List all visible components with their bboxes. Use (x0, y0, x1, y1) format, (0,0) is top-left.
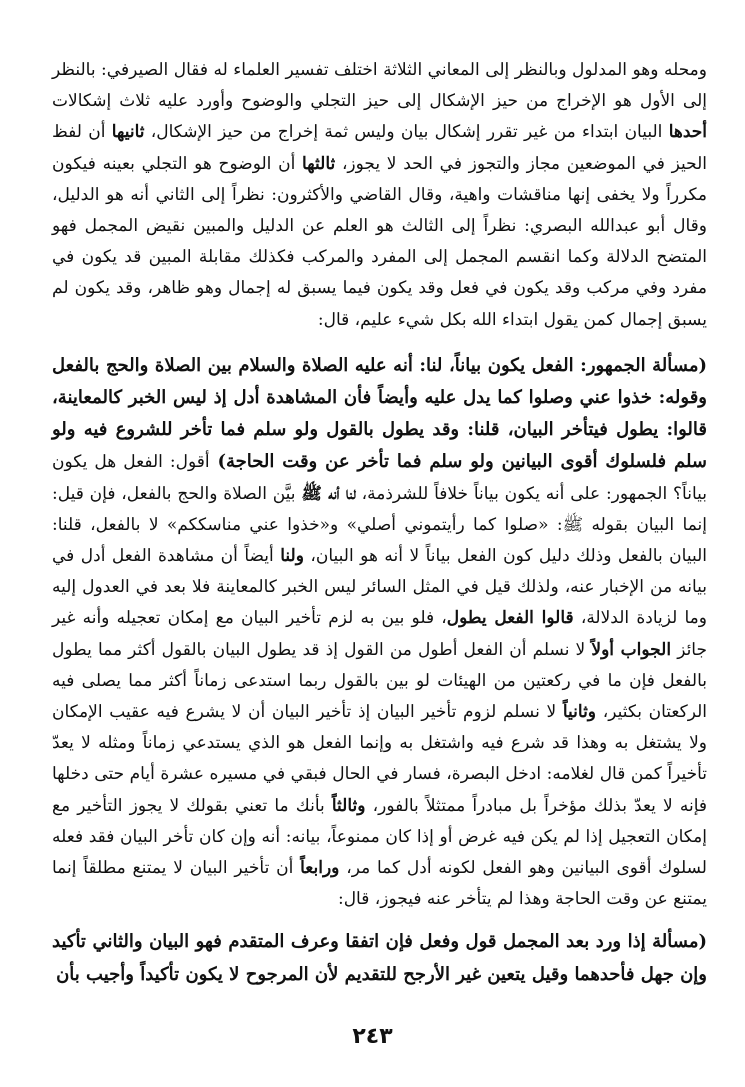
text-run: أيضاً أن مشاهدة الفعل أدل في بيانه من الإخبار عنه، ولذلك قيل في المثل السائر ليس الخبر كالمعاينة فلا بعد في العدول إليه وما لزيادة الدلالة، (52, 546, 707, 629)
issue-paragraph (52, 350, 707, 916)
bold-term: ولنا (280, 546, 304, 567)
bold-term: أحدها (668, 122, 707, 143)
text-run: بأنك ما تعني بقولك لا يجوز التأخير مع إمكان التعجيل إذا لم يكن فيه غرض أو إذا كان ممنوعاً، بيانه: أنه وإن كان تأخر البيان فقد فعله لسلوك أقوى البيانين وهو الفعل لكونه أدل كما مر، (52, 795, 707, 879)
text-run: لا نسلم أن الفعل أطول من القول إذ قد يطول البيان بالقول أكثر مما يطول بالفعل فإن ما في ركعتين من الهيئات لو بين بالقول ربما استدعى زماناً أكثر مما يصلى فيه الركعتان بكثير، (52, 639, 707, 723)
page-number: ٢٤٣ (352, 1024, 393, 1049)
page-body (52, 55, 707, 991)
text-run: بيَّن الصلاة والحج بالفعل، فإن قيل: إنما البيان بقوله ﷺ: «صلوا كما رأيتموني أصلي» و«خذوا عني مناسككم» لا بالفعل، قلنا: البيان بالفعل وذلك دليل كون الفعل بياناً لا أنه هو البيان، (52, 483, 708, 567)
text-run: ومحله وهو المدلول وبالنظر إلى المعاني الثلاثة اختلف تفسير العلماء له فقال الصيرفي: بالنظر إلى الأول هو الإخراج من حيز الإشكال إلى حيز التجلي والوضوح وأورد عليه ثلاث إشكالات (52, 60, 707, 112)
bold-term: ثالثها (302, 153, 336, 174)
bold-term: ثانيها (111, 122, 145, 143)
spacer (52, 336, 707, 350)
text-run: ، فلو بين به لزم تأخير البيان مع إمكان تعجيله وأنه غير جائز (52, 608, 707, 660)
paragraph-intro (52, 55, 707, 336)
issue-text: (مسألة إذا ورد بعد المجمل قول وفعل فإن اتفقا وعرف المتقدم فهو البيان والثاني تأكيد وإن جهل فأحدهما وقيل يتعين غير الأرجح للتقديم لأن المرجوح لا يكون تأكيداً وأجيب بأن (52, 931, 707, 986)
issue-text: (مسألة الجمهور: الفعل يكون بياناً، لنا: أنه عليه الصلاة والسلام بين الصلاة والحج بالفعل وقوله: خذوا عني وصلوا كما يدل عليه وأيضاً فأن المشاهدة أدل إذ ليس الخبر كالمعاينة، قالوا: يطول فيتأخر البيان، قلنا: وقد يطول بالقول ولو سلم فما تأخر للشروع فيه ولو سلم فلسلوك أقوى البيانين ولو سلم فما تأخر عن وقت الحاجة) (52, 354, 707, 473)
text-run: أقول: الفعل هل يكون بياناً؟ الجمهور: على أنه يكون بياناً خلافاً للشرذمة، (52, 452, 707, 504)
text-run: أن لفظ الحيز في الموضعين مجاز والتجوز في الحد لا يجوز، (52, 122, 708, 174)
bold-term: قالوا الفعل يطول (446, 608, 574, 629)
bold-term: وثالثاً (331, 795, 366, 816)
text-run: أن الوضوح هو التجلي بعينه فيكون مكرراً ولا يخفى إنها مناقشات واهية، وقال القاضي والأكثرون: نظراً إلى الثاني أنه هو الدليل، وقال أبو عبدالله البصري: نظراً إلى الثالث هو العلم عن الدليل والمبين نقيض المجمل فهو المتضح الدلالة وكما انقسم المجمل إلى المفرد والمركب فكذلك مقابلة المبين قد يكون في مفرد وفي مركب وقد يكون في فعل وقد يكون فيما يسبق له إجمال وهو ظاهر، وقد يكون لم يسبق إجمال كمن يقول ابتداء الله بكل شيء عليم، قال: (52, 153, 708, 330)
bold-term: لنا أنه ﷺ (301, 483, 356, 504)
text-run: أن تأخير البيان لا يمتنع مطلقاً إنما يمتنع عن وقت الحاجة وهذا لم يتأخر عنه فيجوز، قال: (52, 858, 707, 910)
text-run: لا نسلم لزوم تأخير البيان إذ تأخير البيان أن لا يشرع فيه عقيب الإمكان ولا يشتغل به وهذا قد شرع فيه واشتغل به وإنما الفعل هو الذي يستدعي زماناً ومثله لا يعدّ تأخيراً كمن قال لغلامه: ادخل البصرة، فسار في الحال فبقي في مسيره عشرة أيام حتى دخلها فإنه لا يعدّ بذلك مؤخراً بل مبادراً ممتثلاً بالفور، (52, 702, 707, 816)
bold-term: الجواب أولاً (591, 639, 672, 660)
issue-paragraph-2 (52, 925, 707, 991)
bold-term: ورابعاً (300, 858, 340, 879)
spacer (52, 915, 707, 925)
bold-term: وثانياً (562, 702, 597, 723)
text-run: البيان ابتداء من غير تقرر إشكال بيان وليس ثمة إخراج من حيز الإشكال، (144, 122, 669, 143)
